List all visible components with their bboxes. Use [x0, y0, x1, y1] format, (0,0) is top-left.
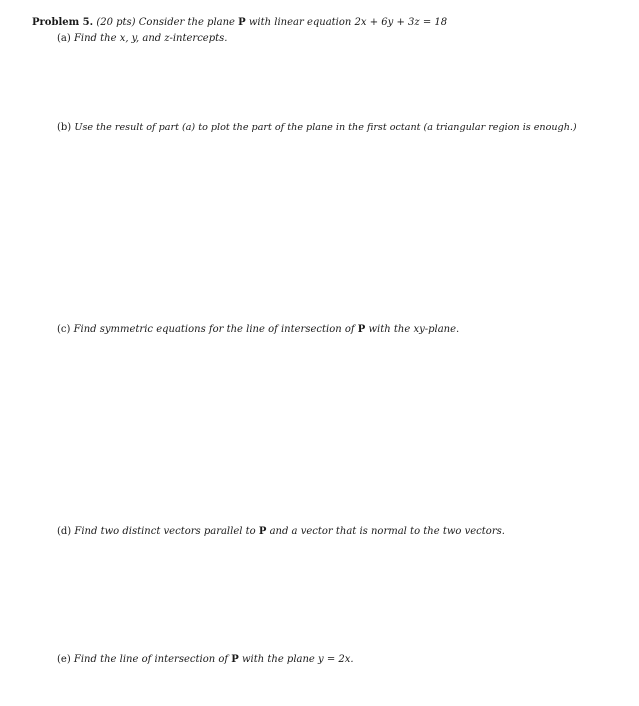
- part-label: (d): [57, 526, 72, 537]
- plane-equation: 2x + 6y + 3z = 18: [354, 17, 448, 28]
- part-label: (a): [57, 33, 71, 44]
- problem-intro-tail: with linear equation: [248, 17, 352, 28]
- part-text: Find symmetric equations for the line of intersection of: [73, 324, 355, 335]
- problem-intro: Consider the plane: [138, 17, 235, 28]
- problem-number: Problem 5.: [32, 17, 94, 28]
- part-math: x, y,: [119, 33, 140, 44]
- plane-symbol: P: [238, 17, 246, 28]
- part-text: -intercepts.: [169, 33, 228, 44]
- part-text: Find the line of intersection of: [73, 654, 229, 665]
- part-text: and a vector that is normal to the two vectors.: [269, 526, 505, 537]
- part-text: with the plane: [241, 654, 315, 665]
- part-label: (b): [57, 122, 72, 133]
- part-text: with the: [368, 324, 411, 335]
- part-label: (c): [57, 324, 71, 335]
- part-text: Find two distinct vectors parallel to: [74, 526, 256, 537]
- plane-symbol: P: [231, 654, 239, 665]
- part-math: y = 2x: [318, 654, 351, 665]
- plane-symbol: P: [258, 526, 267, 537]
- part-e: [57, 654, 354, 666]
- part-text: .: [350, 654, 354, 665]
- problem-points: (20 pts): [96, 17, 136, 28]
- plane-symbol: P: [357, 324, 366, 335]
- part-a: [57, 33, 227, 45]
- problem-heading-line: [32, 17, 447, 29]
- part-text: and: [142, 33, 162, 44]
- part-text: Use the result of part (a) to plot the part of the plane in the first octant (a triangular region is enough.): [74, 122, 577, 133]
- part-c: [57, 324, 459, 336]
- part-d: [57, 526, 505, 538]
- part-text: Find the: [73, 33, 117, 44]
- part-math: xy: [413, 324, 425, 335]
- part-math: z: [164, 33, 170, 44]
- part-b: [57, 122, 577, 134]
- part-label: (e): [57, 654, 71, 665]
- part-text: -plane.: [424, 324, 460, 335]
